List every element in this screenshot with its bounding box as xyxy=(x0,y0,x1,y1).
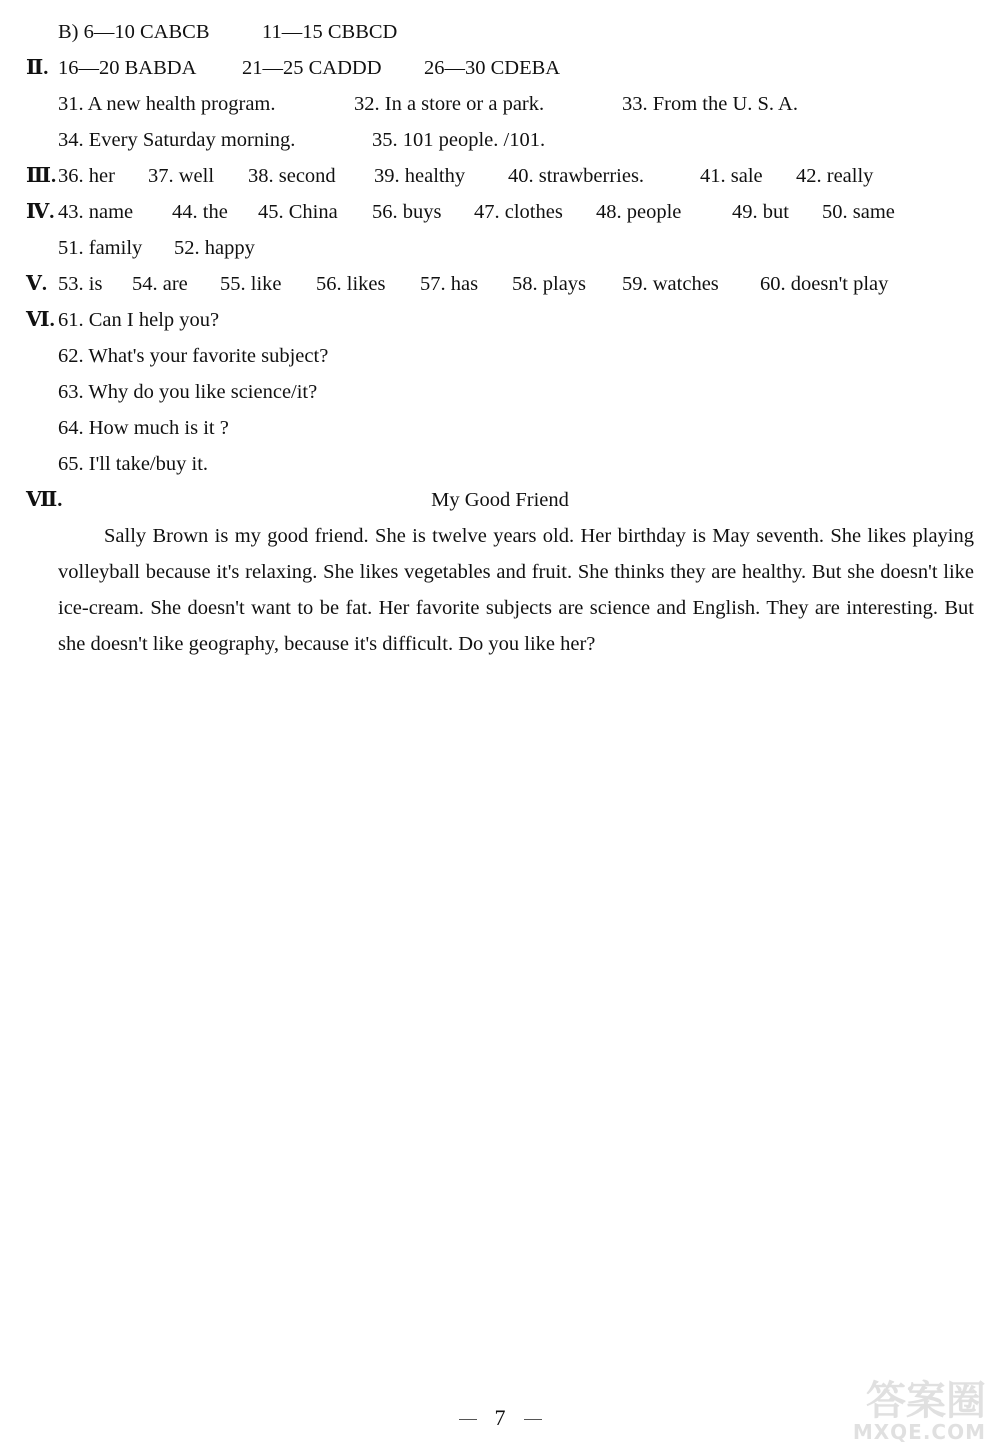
watermark-chinese-text: 答案圈 xyxy=(866,1378,986,1424)
answer-item: 32. In a store or a park. xyxy=(354,93,545,115)
answer-group: 26—30 CDEBA xyxy=(424,57,561,79)
answer-item: 43. name xyxy=(58,201,134,223)
section-number: Ⅶ. xyxy=(26,489,63,511)
answer-item: 33. From the U. S. A. xyxy=(622,93,798,115)
answer-item: 53. is xyxy=(58,273,103,295)
answer-item: 51. family xyxy=(58,237,143,259)
answer-item: 35. 101 people. /101. xyxy=(372,129,546,151)
section-number: Ⅴ. xyxy=(26,273,48,295)
answer-item: 39. healthy xyxy=(374,165,466,187)
answer-item: 57. has xyxy=(420,273,479,295)
section-number: Ⅲ. xyxy=(26,165,57,187)
answer-item: 45. China xyxy=(258,201,338,223)
answer-item: 56. buys xyxy=(372,201,442,223)
answer-group: 21—25 CADDD xyxy=(242,57,382,79)
answer-item: 48. people xyxy=(596,201,682,223)
answer-item: 54. are xyxy=(132,273,188,295)
answer-sentence: 62. What's your favorite subject? xyxy=(58,345,329,367)
answer-sentence: 65. I'll take/buy it. xyxy=(58,453,209,475)
footer-dash-right xyxy=(524,1419,542,1420)
answer-item: 49. but xyxy=(732,201,789,223)
essay-title: My Good Friend xyxy=(431,489,569,511)
page-number: 7 xyxy=(494,1405,506,1430)
answer-item: 58. plays xyxy=(512,273,587,295)
answer-item: 47. clothes xyxy=(474,201,563,223)
answer-item: 38. second xyxy=(248,165,336,187)
answer-item: 37. well xyxy=(148,165,215,187)
answer-item: 59. watches xyxy=(622,273,719,295)
footer-dash-left xyxy=(459,1419,477,1420)
watermark-domain-text: MXQE.COM xyxy=(852,1420,986,1444)
answer-item: 52. happy xyxy=(174,237,255,259)
answer-item: 56. likes xyxy=(316,273,386,295)
section-number: Ⅱ. xyxy=(26,57,49,79)
answer-item: 55. like xyxy=(220,273,282,295)
answer-group: 11—15 CBBCD xyxy=(262,21,398,43)
answer-item: 34. Every Saturday morning. xyxy=(58,129,296,151)
answer-item: 40. strawberries. xyxy=(508,165,645,187)
answer-sentence: 61. Can I help you? xyxy=(58,309,220,331)
answer-item: 31. A new health program. xyxy=(58,93,276,115)
section-number: Ⅳ. xyxy=(26,201,55,223)
answer-item: 36. her xyxy=(58,165,115,187)
answer-item: 50. same xyxy=(822,201,895,223)
answer-item: 44. the xyxy=(172,201,228,223)
answer-group: B) 6—10 CABCB xyxy=(58,21,210,43)
answer-item: 60. doesn't play xyxy=(760,273,889,295)
answer-sentence: 63. Why do you like science/it? xyxy=(58,381,318,403)
answer-sentence: 64. How much is it ? xyxy=(58,417,229,439)
watermark-logo xyxy=(806,1380,986,1446)
answer-group: 16—20 BABDA xyxy=(58,57,197,79)
section-number: Ⅵ. xyxy=(26,309,55,331)
essay-body: Sally Brown is my good friend. She is twelve years old. Her birthday is May seventh. She likes playing volleyball because it's relaxing. She likes vegetables and fruit. She thinks they are healthy. But she doesn't like ice-cream. She doesn't want to be fat. Her favorite subjects are science and English. They are interesting. But she doesn't like geography, because it's difficult. Do you like her? xyxy=(58,525,974,655)
answer-item: 41. sale xyxy=(700,165,763,187)
answer-item: 42. really xyxy=(796,165,874,187)
